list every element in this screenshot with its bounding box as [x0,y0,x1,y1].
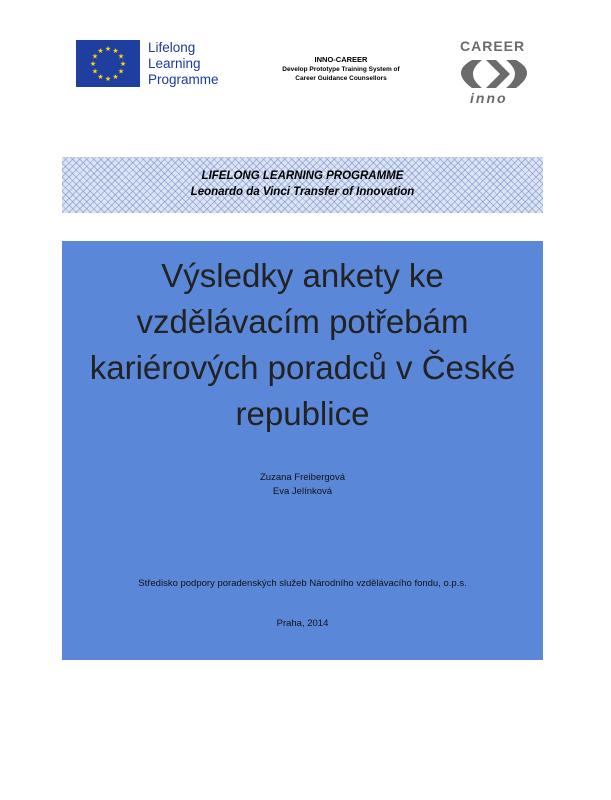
title-line: republice [235,395,370,432]
place-year: Praha, 2014 [276,618,329,629]
title-line: kariérových poradců v České [89,349,516,386]
eu-star-icon: ★ [97,73,104,81]
llp-line: Programme [148,72,219,87]
programme-name: LIFELONG LEARNING PROGRAMME [201,170,404,182]
eu-star-icon: ★ [112,48,119,56]
inno-title: INNO-CAREER [314,55,368,64]
eu-star-icon: ★ [91,53,99,61]
author-name: Zuzana Freibergová [259,472,346,483]
authors [62,471,543,499]
llp-line: Lifelong [148,40,196,55]
author-name: Eva Jelínková [272,486,333,497]
eu-star-icon: ★ [117,53,125,61]
eu-star-icon: ★ [104,46,112,53]
inno-subtitle: Career Guidance Counsellors [295,75,387,82]
organization: Středisko podpory poradenských služeb Národního vzdělávacího fondu, o.p.s. [138,578,467,589]
eu-stars-icon [76,40,140,87]
eu-star-icon: ★ [97,48,104,56]
eu-star-icon: ★ [104,76,112,83]
title-line: Výsledky ankety ke [161,257,444,294]
career-logo-text: CAREER [460,38,526,54]
eu-star-icon: ★ [89,61,97,68]
inno-career-heading [246,55,436,83]
eu-star-icon: ★ [112,73,119,81]
llp-logo-text [148,40,219,88]
title-line: vzdělávacím potřebám [136,303,469,340]
inno-subtitle: Develop Prototype Training System of [282,66,400,73]
eu-star-icon: ★ [91,68,99,76]
document-title [68,253,538,437]
eu-flag-logo [76,40,140,87]
eu-star-icon: ★ [117,68,125,76]
llp-line: Learning [148,56,201,71]
cover-box [62,241,543,660]
eu-star-icon: ★ [119,61,127,68]
career-inno-logo [442,38,546,104]
inno-logo-text: inno [470,90,508,106]
programme-subtitle: Leonardo da Vinci Transfer of Innovation [190,186,415,198]
programme-banner [62,157,543,213]
